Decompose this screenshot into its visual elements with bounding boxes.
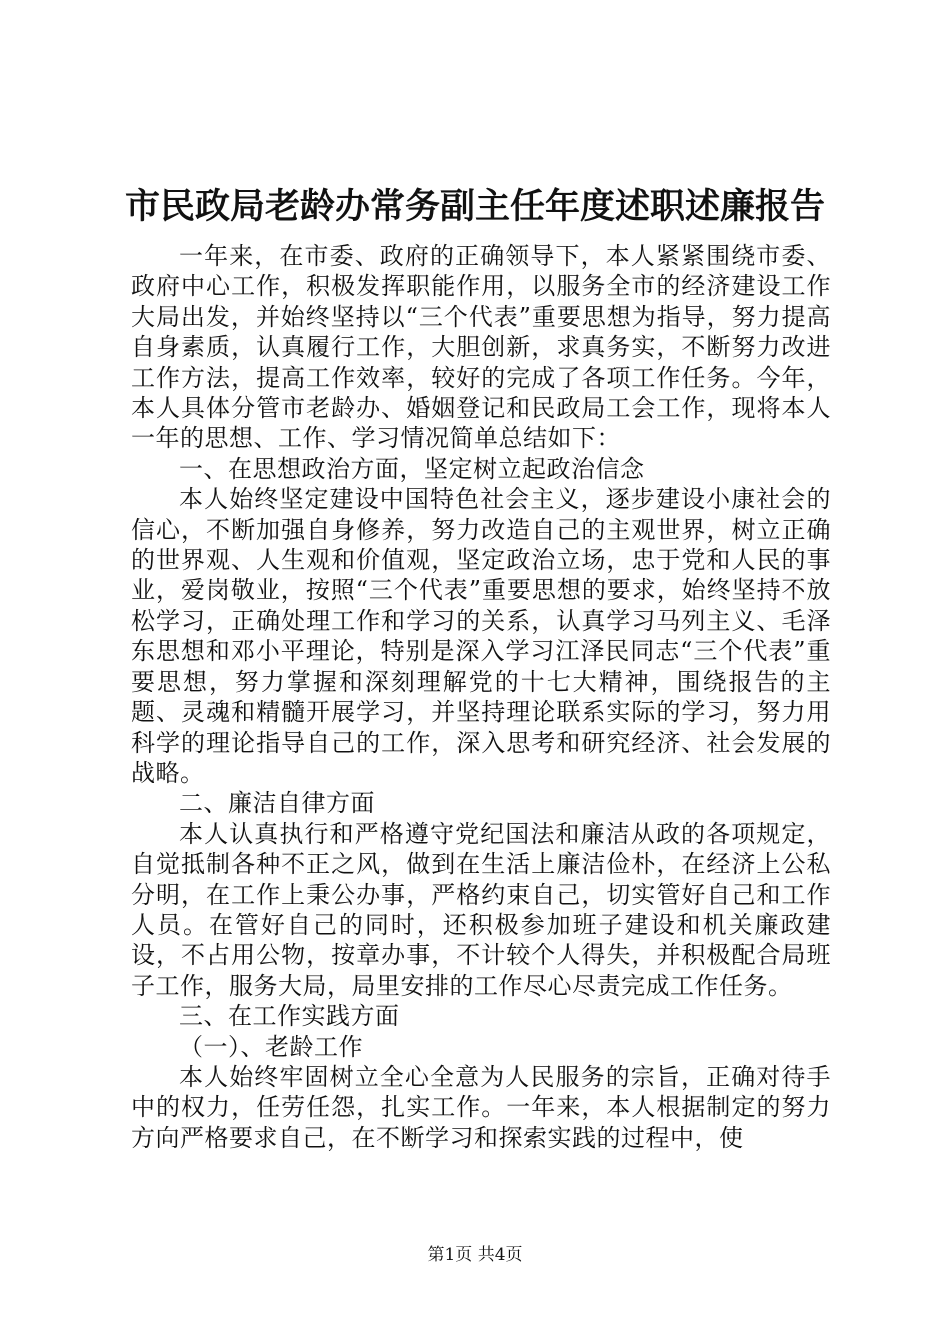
section-heading-1: 一、在思想政治方面，坚定树立起政治信念: [179, 454, 645, 483]
document-title: 市民政局老龄办常务副主任年度述职述廉报告: [124, 186, 825, 227]
intro-paragraph: 一年来，在市委、政府的正确领导下，本人紧紧围绕市委、政府中心工作，积极发挥职能作用，以服务全市的经济建设工作大局出发，并始终坚持以“三个代表”重要思想为指导，努力提高自身素质，认真履行工作，大胆创新，求真务实，不断努力改进工作方法，提高工作效率，较好的完成了各项工作任务。今年，本人具体分管市老龄办、婚姻登记和民政局工会工作，现将本人一年的思想、工作、学习情况简单总结如下：: [131, 242, 831, 453]
section-1-paragraph: 本人始终坚定建设中国特色社会主义，逐步建设小康社会的信心，不断加强自身修养，努力改造自己的主观世界，树立正确的世界观、人生观和价值观，坚定政治立场，忠于党和人民的事业，爱岗敬业，按照“三个代表”重要思想的要求，始终坚持不放松学习，正确处理工作和学习的关系，认真学习马列主义、毛泽东思想和邓小平理论，特别是深入学习江泽民同志“三个代表”重要思想，努力掌握和深刻理解党的十七大精神，围绕报告的主题、灵魂和精髓开展学习，并坚持理论联系实际的学习，努力用科学的理论指导自己的工作，深入思考和研究经济、社会发展的战略。: [131, 485, 831, 787]
subsection-heading-1: （一）、老龄工作: [179, 1032, 363, 1061]
page-number-footer: 第1页 共4页: [427, 1245, 523, 1265]
subsection-1-paragraph: 本人始终牢固树立全心全意为人民服务的宗旨，正确对待手中的权力，任劳任怨，扎实工作。一年来，本人根据制定的努力方向严格要求自己，在不断学习和探索实践的过程中，使: [131, 1062, 831, 1152]
section-heading-3: 三、在工作实践方面: [179, 1002, 400, 1031]
section-2-paragraph: 本人认真执行和严格遵守党纪国法和廉洁从政的各项规定，自觉抵制各种不正之风，做到在生活上廉洁俭朴，在经济上公私分明，在工作上秉公办事，严格约束自己，切实管好自己和工作人员。在管好自己的同时，还积极参加班子建设和机关廉政建设，不占用公物，按章办事，不计较个人得失，并积极配合局班子工作，服务大局，局里安排的工作尽心尽责完成工作任务。: [131, 819, 831, 1000]
document-body: [131, 241, 831, 1153]
section-heading-2: 二、廉洁自律方面: [179, 789, 375, 818]
